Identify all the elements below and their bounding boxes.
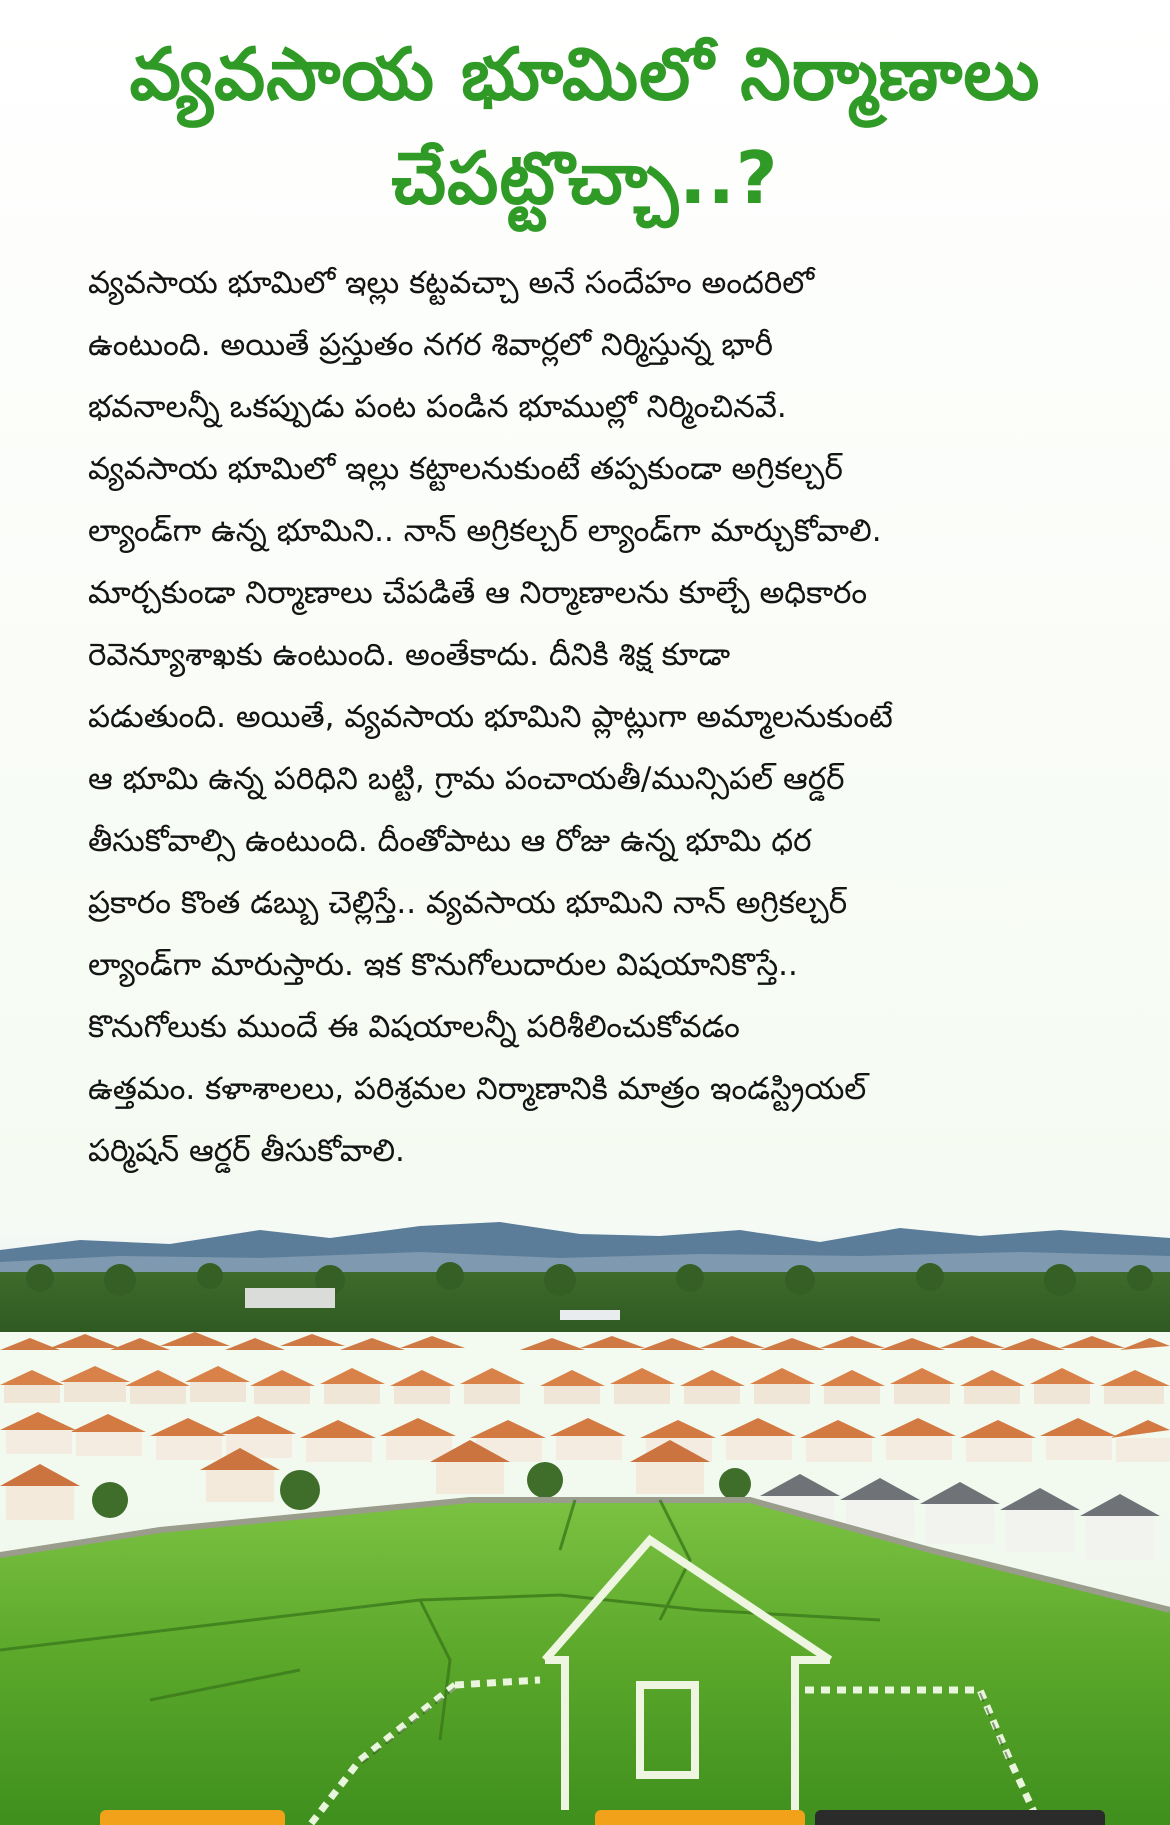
article-line: ఉంటుంది. అయితే ప్రస్తుతం నగర శివార్లలో నిర్మిస్తున్న భారీ bbox=[88, 327, 773, 363]
article-line: తీసుకోవాల్సి ఉంటుంది. దీంతోపాటు ఆ రోజు ఉన్న భూమి ధర bbox=[88, 823, 812, 859]
article-text bbox=[88, 252, 1088, 1182]
article-line: వ్యవసాయ భూమిలో ఇల్లు కట్టవచ్చా అనే సందేహం అందరిలో bbox=[88, 265, 815, 301]
article-line: భవనాలన్నీ ఒకప్పుడు పంట పండిన భూముల్లో నిర్మించినవే. bbox=[88, 389, 787, 425]
article-line: కొనుగోలుకు ముందే ఈ విషయాలన్నీ పరిశీలించుకోవడం bbox=[88, 1009, 740, 1045]
article-line: ల్యాండ్‌గా మారుస్తారు. ఇక కొనుగోలుదారుల విషయానికొస్తే.. bbox=[88, 947, 798, 983]
footer-tag-center bbox=[595, 1810, 805, 1825]
article-line: పడుతుంది. అయితే, వ్యవసాయ భూమిని ప్లాట్లుగా అమ్మాలనుకుంటే bbox=[88, 699, 893, 735]
headline-line-1: వ్యవసాయ భూమిలో నిర్మాణాలు bbox=[129, 32, 1041, 116]
headline bbox=[0, 22, 1170, 230]
article-line: ఆ భూమి ఉన్న పరిధిని బట్టి, గ్రామ పంచాయతీ/మున్సిపల్ ఆర్డర్ bbox=[88, 761, 845, 797]
article-line: రెవెన్యూశాఖకు ఉంటుంది. అంతేకాదు. దీనికి శిక్ష కూడా bbox=[88, 637, 731, 673]
paddy-field bbox=[0, 1500, 1170, 1825]
footer-tag-right bbox=[815, 1810, 1105, 1825]
footer-strip bbox=[0, 1810, 1170, 1825]
headline-line-2: చేపట్టొచ్చా..? bbox=[391, 136, 779, 220]
article-line: మార్చకుండా నిర్మాణాలు చేపడితే ఆ నిర్మాణాలను కూల్చే అధికారం bbox=[88, 575, 868, 611]
article-line: వ్యవసాయ భూమిలో ఇల్లు కట్టాలనుకుంటే తప్పకుండా అగ్రికల్చర్ bbox=[88, 451, 843, 487]
article-line: ప్రకారం కొంత డబ్బు చెల్లిస్తే.. వ్యవసాయ భూమిని నాన్ అగ్రికల్చర్ bbox=[88, 885, 848, 921]
article-line: ల్యాండ్‌గా ఉన్న భూమిని.. నాన్ అగ్రికల్చర్ ల్యాండ్‌గా మార్చుకోవాలి. bbox=[88, 513, 882, 549]
article-line: ఉత్తమం. కళాశాలలు, పరిశ్రమల నిర్మాణానికి మాత్రం ఇండస్ట్రియల్ bbox=[88, 1071, 867, 1107]
article-line: పర్మిషన్ ఆర్డర్ తీసుకోవాలి. bbox=[88, 1133, 405, 1169]
farmland-illustration bbox=[0, 1200, 1170, 1825]
footer-tag-left bbox=[100, 1810, 285, 1825]
